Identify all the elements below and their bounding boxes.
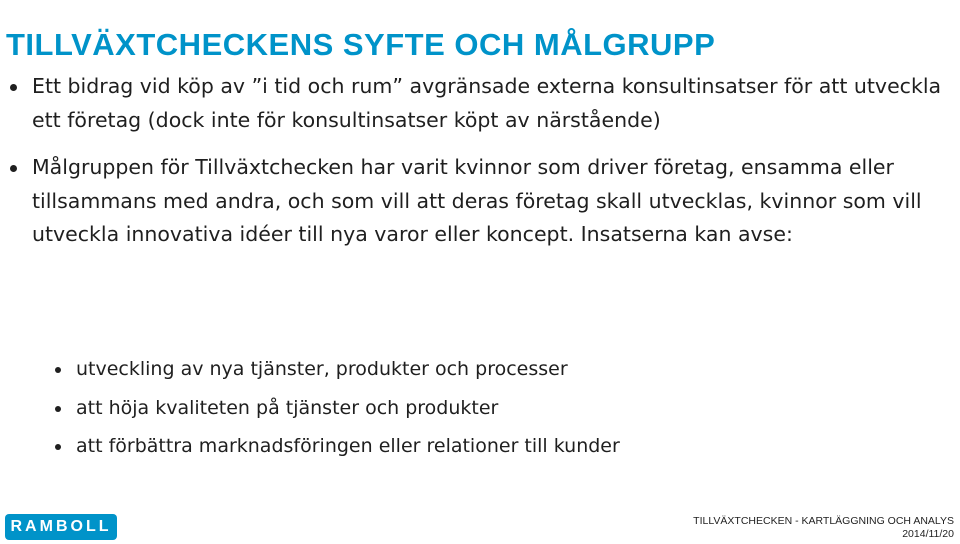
logo-text: RAMBOLL <box>10 518 112 535</box>
slide-title: TILLVÄXTCHECKENS SYFTE OCH MÅLGRUPP <box>6 26 716 62</box>
ramboll-logo <box>5 514 117 540</box>
footer-date: 2014/11/20 <box>902 528 954 540</box>
bullet-list <box>32 70 957 266</box>
sub-bullet-item: utveckling av nya tjänster, produkter och processer <box>76 350 620 389</box>
bullet-item: Ett bidrag vid köp av ”i tid och rum” avgränsade externa konsultinsatser för att utveckla ett företag (dock inte för konsultinsatser köpt av närstående) <box>32 70 957 137</box>
sub-bullet-item: att förbättra marknadsföringen eller relationer till kunder <box>76 427 620 466</box>
footer-info <box>693 515 954 541</box>
bullet-item: Målgruppen för Tillväxtchecken har varit kvinnor som driver företag, ensamma eller tillsammans med andra, och som vill att deras företag skall utvecklas, kvinnor som vill utveckla innovativa idéer till nya varor eller koncept. Insatserna kan avse: <box>32 151 957 252</box>
sub-bullet-item: att höja kvaliteten på tjänster och produkter <box>76 389 620 428</box>
sub-bullet-list <box>76 350 620 466</box>
footer-subtitle: TILLVÄXTCHECKEN - KARTLÄGGNING OCH ANALYS <box>693 515 954 527</box>
